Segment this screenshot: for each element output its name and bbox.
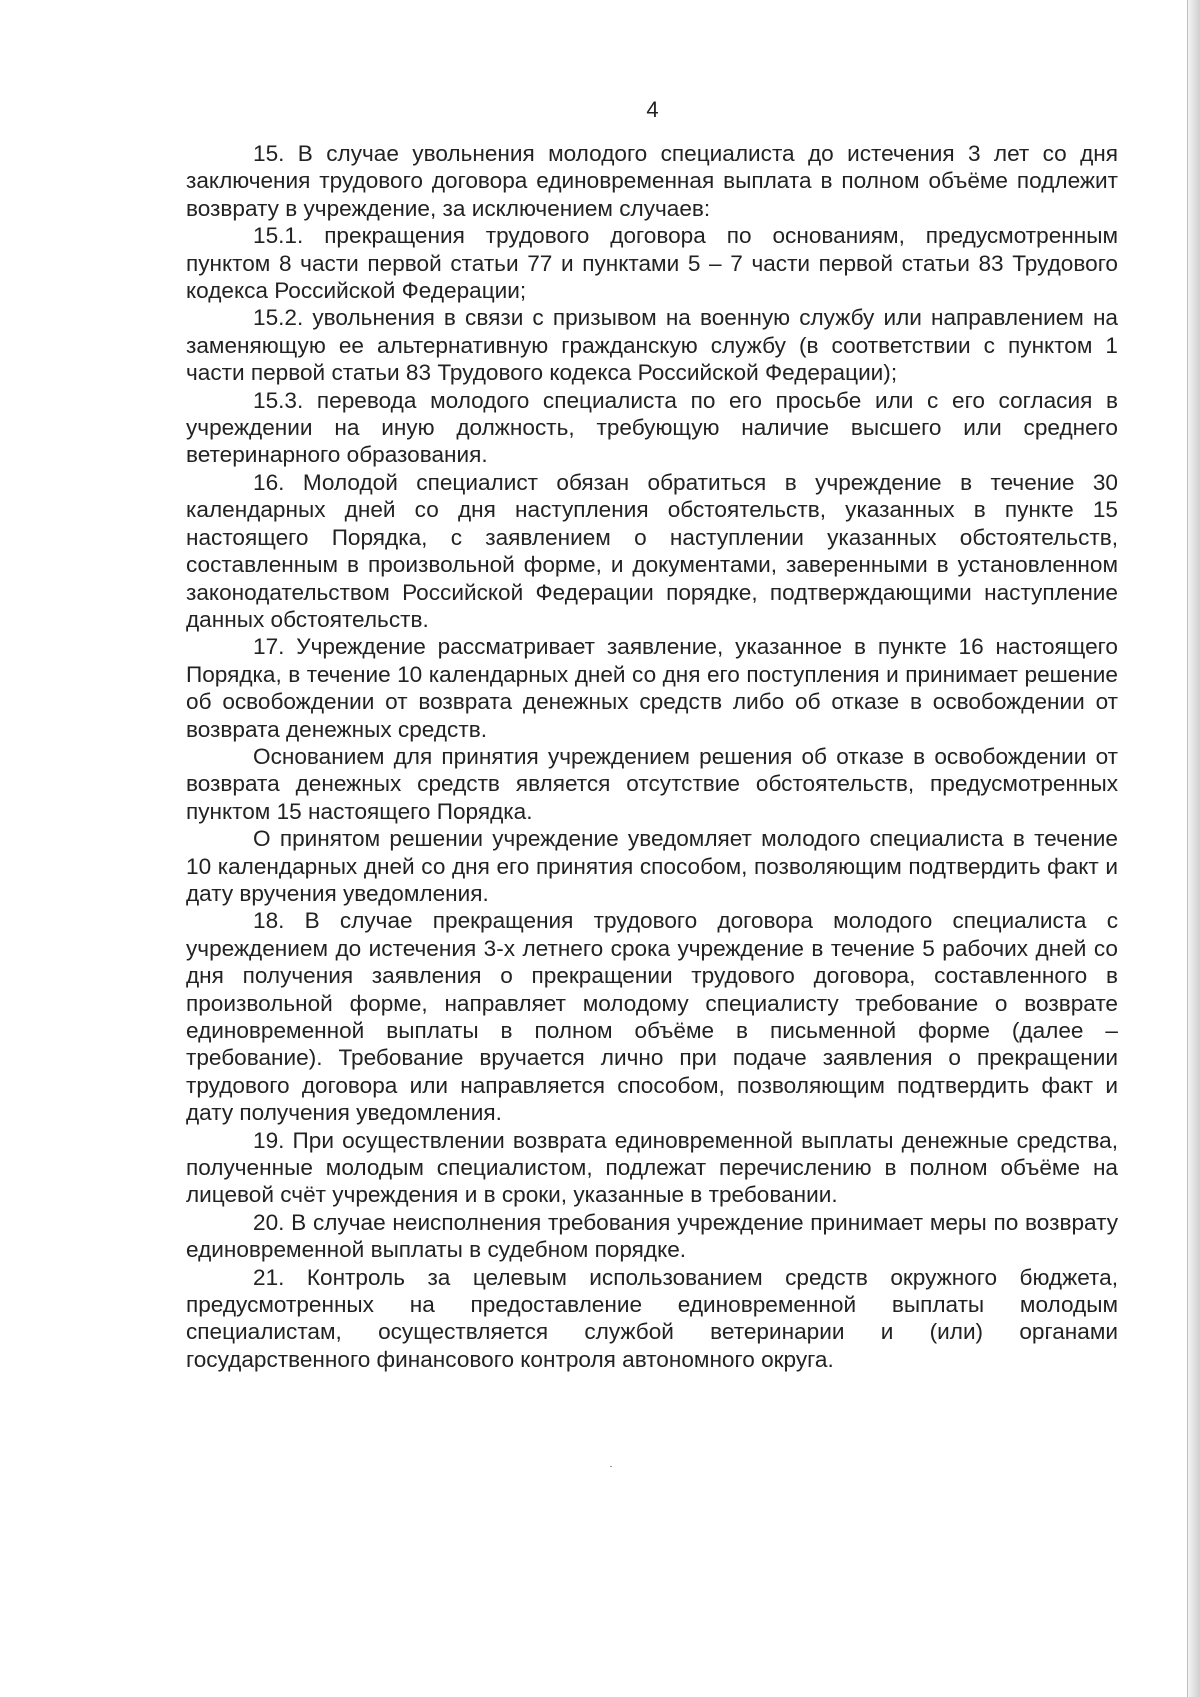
paragraph-20: 20. В случае неисполнения требования учреждение принимает меры по возврату единовременной выплаты в судебном порядке.: [186, 1209, 1118, 1263]
paragraph-16: 16. Молодой специалист обязан обратиться в учреждение в течение 30 календарных дней со дня наступления обстоятельств, указанных в пункте 15 настоящего Порядка, с заявлением о наступлении указанных обстоятельств, составленным в произвольной форме, и документами, заверенными в установленном законодательством Российской Федерации порядке, подтверждающими наступление данных обстоятельств.: [186, 469, 1118, 632]
paragraph-18: 18. В случае прекращения трудового договора молодого специалиста с учреждением до истечения 3-х летнего срока учреждение в течение 5 рабочих дней со дня получения заявления о прекращении трудового договора, составленного в произвольной форме, направляет молодому специалисту требование о возврате единовременной выплаты в полном объёме в письменной форме (далее – требование). Требование вручается лично при подаче заявления о прекращении трудового договора или направляется способом, позволяющим подтвердить факт и дату получения уведомления.: [186, 908, 1118, 1126]
paragraph-15-2: 15.2. увольнения в связи с призывом на военную службу или направлением на заменяющую ее альтернативную гражданскую службу (в соответствии с пунктом 1 части первой статьи 83 Трудового кодекса Российской Федерации);: [186, 305, 1118, 386]
paragraph-21: 21. Контроль за целевым использованием средств окружного бюджета, предусмотренных на предоставление единовременной выплаты молодым специалистам, осуществляется службой ветеринарии и (или) органами государственного финансового контроля автономного округа.: [186, 1264, 1118, 1372]
page-number: 4: [646, 97, 659, 122]
paragraph-15: 15. В случае увольнения молодого специалиста до истечения 3 лет со дня заключения трудового договора единовременная выплата в полном объёме подлежит возврату в учреждение, за исключением случаев:: [186, 141, 1118, 221]
paragraph-19: 19. При осуществлении возврата единовременной выплаты денежные средства, полученные молодым специалистом, подлежат перечислению в полном объёме на лицевой счёт учреждения и в сроки, указанные в требовании.: [186, 1127, 1118, 1208]
paragraph-15-1: 15.1. прекращения трудового договора по основаниям, предусмотренным пунктом 8 части первой статьи 77 и пунктами 5 – 7 части первой статьи 83 Трудового кодекса Российской Федерации;: [186, 223, 1118, 304]
scan-speck: [610, 1466, 612, 1467]
paragraph-17-notification: О принятом решении учреждение уведомляет молодого специалиста в течение 10 календарных дней со дня его принятия способом, позволяющим подтвердить факт и дату вручения уведомления.: [186, 826, 1118, 906]
paragraph-15-3: 15.3. перевода молодого специалиста по его просьбе или с его согласия в учреждении на иную должность, требующую наличие высшего или среднего ветеринарного образования.: [186, 387, 1118, 468]
paragraph-17: 17. Учреждение рассматривает заявление, указанное в пункте 16 настоящего Порядка, в течение 10 календарных дней со дня его поступления и принимает решение об освобождении от возврата денежных средств либо об отказе в освобождении от возврата денежных средств.: [186, 634, 1118, 742]
paragraph-17-refusal-grounds: Основанием для принятия учреждением решения об отказе в освобождении от возврата денежных средств является отсутствие обстоятельств, предусмотренных пунктом 15 настоящего Порядка.: [186, 743, 1118, 824]
page-edge-shadow: [1187, 0, 1200, 1697]
document-body: [186, 140, 1118, 1373]
